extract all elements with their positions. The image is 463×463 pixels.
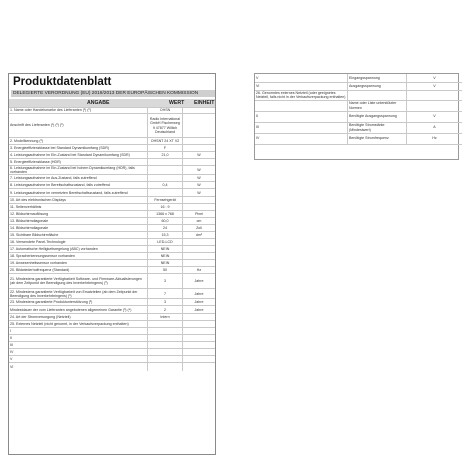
row-unit — [183, 114, 216, 138]
row-label: 6. Leistungsaufnahme im Ein-Zustand bei hohem Dynamikumfang (HDR), falls vorhanden — [9, 166, 148, 175]
row-unit — [407, 100, 463, 111]
table-row — [9, 211, 215, 218]
row-value: 7 — [148, 289, 183, 299]
row-description: Eingangsspannung — [348, 74, 407, 82]
row-unit — [183, 328, 216, 335]
row-value — [148, 166, 183, 175]
table-row — [255, 74, 462, 82]
row-unit — [183, 145, 216, 152]
row-unit: Jahre — [183, 274, 216, 289]
row-label: 2. Modellkennung (²) — [9, 138, 148, 145]
table-row — [9, 274, 215, 289]
row-label: III — [255, 122, 348, 133]
row-label: 23. Mindestens garantierte Produktunterstützung (³) — [9, 299, 148, 306]
table-row — [9, 246, 215, 253]
row-value: OHSNT 24 XT V2 — [148, 138, 183, 145]
row-value: 3 — [148, 299, 183, 306]
row-value — [148, 356, 183, 363]
row-label: 25. Externes Netzteil (nicht genormt, in der Verkaufsverpackung enthalten) — [9, 321, 148, 328]
row-label: II — [255, 111, 348, 122]
row-label: V — [255, 74, 348, 82]
row-unit — [183, 321, 216, 328]
row-value: Intern — [148, 314, 183, 321]
row-label: 12. Bildschirmauflösung — [9, 211, 148, 218]
row-unit: W — [183, 175, 216, 182]
row-label: 10. Art des elektronischen Displays — [9, 197, 148, 204]
row-description: Ausgangsspannung — [348, 82, 407, 90]
table-row — [9, 159, 215, 166]
row-unit: W — [183, 182, 216, 189]
power-supply-table — [255, 74, 462, 145]
row-unit: V — [407, 111, 463, 122]
row-label: 18. Spracherkennungssensor vorhanden — [9, 253, 148, 260]
row-unit — [183, 335, 216, 342]
row-unit: Jahre — [183, 299, 216, 306]
row-label: Anschrift des Lieferanten (¹) (²) (³) — [9, 114, 148, 138]
row-unit: Hz — [183, 267, 216, 274]
table-row — [9, 328, 215, 335]
table-row — [9, 239, 215, 246]
row-label: 15. Sichtbare Bildschirmfläche — [9, 232, 148, 239]
row-value — [148, 159, 183, 166]
table-row — [9, 175, 215, 182]
row-unit: cm — [183, 218, 216, 225]
table-row — [9, 114, 215, 138]
row-unit — [183, 246, 216, 253]
row-value: NEIN — [148, 253, 183, 260]
row-unit: Hz — [407, 133, 463, 144]
row-description: Benötigte Ausgangsspannung — [348, 111, 407, 122]
row-value: OHSN — [148, 108, 183, 114]
row-value: NEIN — [148, 260, 183, 267]
table-row — [9, 299, 215, 306]
table-row — [9, 260, 215, 267]
row-value — [148, 335, 183, 342]
row-value — [148, 328, 183, 335]
row-label: 1. Name oder Handelsmarke des Lieferanten (¹) (²) — [9, 108, 148, 114]
row-unit: W — [183, 152, 216, 159]
row-unit — [183, 314, 216, 321]
table-row — [9, 342, 215, 349]
table-row — [255, 133, 462, 144]
table-row — [255, 111, 462, 122]
row-label: VI — [255, 82, 348, 90]
row-unit — [183, 253, 216, 260]
row-unit — [183, 197, 216, 204]
row-unit — [183, 159, 216, 166]
table-row — [9, 253, 215, 260]
table-row — [9, 166, 215, 175]
row-unit: W — [183, 166, 216, 175]
row-description: Benötigte Stromfrequenz — [348, 133, 407, 144]
datasheet-table — [9, 107, 215, 371]
row-unit: dm² — [183, 232, 216, 239]
row-value: 24 — [148, 225, 183, 232]
table-header — [9, 99, 215, 107]
table-row — [255, 122, 462, 133]
table-row — [9, 363, 215, 371]
table-row — [9, 225, 215, 232]
table-row — [9, 204, 215, 211]
regulation-subtitle: DELEGIERTE VERORDNUNG (EU) 2019/2013 DER EUROPÄISCHEN KOMMISSION — [11, 90, 215, 97]
row-unit: A — [407, 122, 463, 133]
row-label: 21. Mindestens garantierte Verfügbarkeit Software- und Firmware-Aktualisierungen (ab dem Zeitpunkt der Beendigung des Inverkehrbringens) (³) — [9, 274, 148, 289]
row-value: NEIN — [148, 246, 183, 253]
row-value: 60,0 — [148, 218, 183, 225]
row-label: 16. Verwendete Panel-Technologie — [9, 239, 148, 246]
table-row — [9, 189, 215, 197]
row-value: 15,3 — [148, 232, 183, 239]
table-row — [9, 182, 215, 189]
row-label: 17. Automatische Helligkeitsregelung (ABC) vorhanden — [9, 246, 148, 253]
row-label — [255, 100, 348, 111]
row-unit — [183, 349, 216, 356]
table-row — [255, 82, 462, 90]
row-description: Name oder Liste unterstützter Normen — [348, 100, 407, 111]
row-label: II — [9, 335, 148, 342]
document-title: Produktdatenblatt — [13, 76, 112, 88]
table-row — [9, 356, 215, 363]
table-row — [9, 138, 215, 145]
row-label: 5. Energieeffizienzklasse (HDR) — [9, 159, 148, 166]
row-unit — [183, 204, 216, 211]
row-description: Benötigte Stromstärke (Mindestwert) — [348, 122, 407, 133]
row-unit: V — [407, 74, 463, 82]
table-row — [9, 321, 215, 328]
row-label: 19. Anwesenheitssensor vorhanden — [9, 260, 148, 267]
table-row — [9, 197, 215, 204]
row-label: Mindestdauer der vom Lieferanten angebotenen allgemeinen Garantie (³) (⁴) — [9, 306, 148, 314]
row-unit — [183, 342, 216, 349]
row-label: V — [9, 356, 148, 363]
header-angabe: ANGABE — [87, 100, 110, 106]
row-unit — [183, 239, 216, 246]
row-unit: Zoll — [183, 225, 216, 232]
row-label: 14. Bildschirmdiagonale — [9, 225, 148, 232]
row-unit — [407, 90, 463, 100]
row-label: 3. Energieeffizienzklasse bei Standard Dynamikumfang (SDR) — [9, 145, 148, 152]
row-label: IV — [255, 133, 348, 144]
product-datasheet-right — [254, 73, 459, 160]
row-label: 13. Bildschirmdiagonale — [9, 218, 148, 225]
header-einheit: EINHEIT — [194, 100, 215, 106]
table-row — [9, 289, 215, 299]
table-row — [9, 145, 215, 152]
row-value: LED-LCD — [148, 239, 183, 246]
row-unit: W — [183, 189, 216, 197]
row-label: 11. Seitenverhältnis — [9, 204, 148, 211]
table-row — [255, 90, 462, 100]
row-label: 26. Genormtes externes Netzteil (oder geeignetes Netzteil, falls nicht in der Verkaufsverpackung enthalten) — [256, 90, 346, 99]
row-unit: Jahre — [183, 306, 216, 314]
row-unit: V — [407, 82, 463, 90]
row-value: 16 : 9 — [148, 204, 183, 211]
row-unit — [183, 260, 216, 267]
table-row — [9, 232, 215, 239]
row-unit — [183, 356, 216, 363]
row-value — [148, 363, 183, 371]
row-label: IV — [9, 349, 148, 356]
row-unit: Pixel — [183, 211, 216, 218]
row-unit — [183, 138, 216, 145]
row-description — [348, 90, 407, 100]
table-row — [9, 335, 215, 342]
row-value — [148, 321, 183, 328]
row-value — [148, 342, 183, 349]
row-label: 7. Leistungsaufnahme im Aus-Zustand, falls zutreffend — [9, 175, 148, 182]
table-row — [255, 100, 462, 111]
row-value: Radio International GmbH Fischerweg 9 47877 Willich Deutschland — [148, 114, 183, 138]
row-label: 9. Leistungsaufnahme im vernetzten Bereitschaftszustand, falls zutreffend — [9, 189, 148, 197]
table-row — [9, 306, 215, 314]
row-label: 8. Leistungsaufnahme im Bereitschaftszustand, falls zutreffend — [9, 182, 148, 189]
table-row — [9, 152, 215, 159]
row-label: I — [9, 328, 148, 335]
row-value: 2 — [148, 306, 183, 314]
row-value: 1366 x 768 — [148, 211, 183, 218]
row-value: 50 — [148, 267, 183, 274]
row-value — [148, 349, 183, 356]
row-value: 3 — [148, 274, 183, 289]
table-row — [9, 314, 215, 321]
product-datasheet-left — [8, 73, 216, 455]
table-row — [9, 218, 215, 225]
row-label: 20. Bildwiederholfrequenz (Standard) — [9, 267, 148, 274]
row-value: 21,0 — [148, 152, 183, 159]
table-row — [9, 349, 215, 356]
row-label: 22. Mindestens garantierte Verfügbarkeit von Ersatzteilen (ab dem Zeitpunkt der Beendigung des Inverkehrbringens) (³) — [9, 289, 148, 299]
row-value: Fernsehgerät — [148, 197, 183, 204]
row-value — [148, 189, 183, 197]
header-wert: WERT — [169, 100, 185, 106]
row-unit — [183, 363, 216, 371]
row-label: VI — [9, 363, 148, 371]
row-value: 0,4 — [148, 182, 183, 189]
row-value — [148, 175, 183, 182]
row-label: III — [9, 342, 148, 349]
row-label: 4. Leistungsaufnahme im Ein-Zustand bei Standard Dynamikumfang (SDR) — [9, 152, 148, 159]
row-value: F — [148, 145, 183, 152]
row-unit: Jahre — [183, 289, 216, 299]
row-label: 24. Art der Stromversorgung (Netzteil) — [9, 314, 148, 321]
table-row — [9, 267, 215, 274]
